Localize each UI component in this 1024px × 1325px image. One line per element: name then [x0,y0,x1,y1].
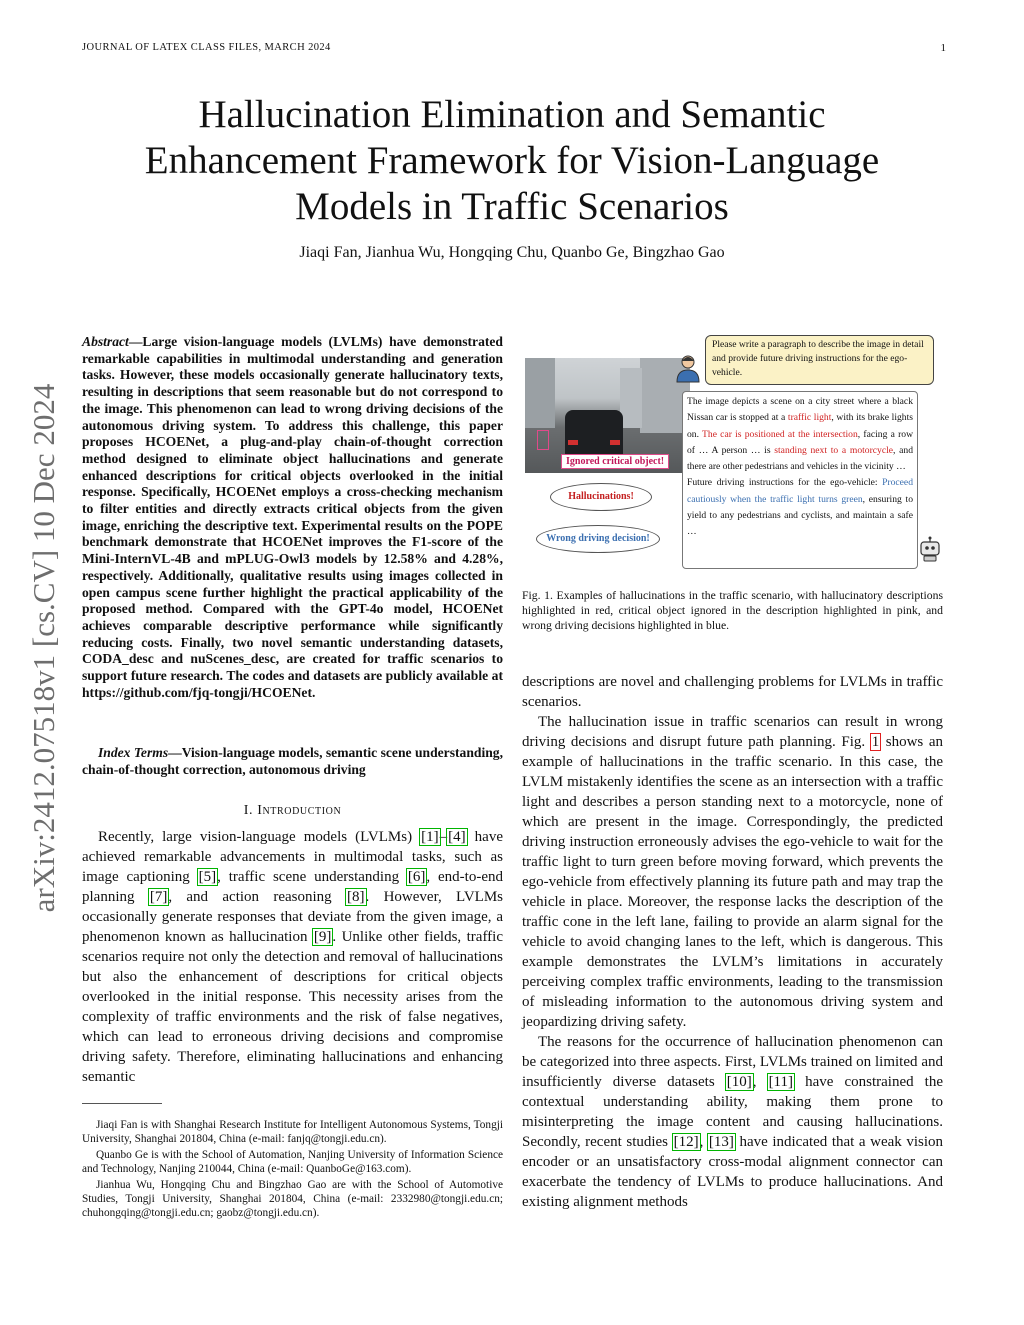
right-column-body [522,672,943,1212]
text-run: The image depicts a scene on a city street where a black Nissan car is stopped at a [687,396,913,424]
figure-1 [522,333,944,578]
hallucinated-text: traffic light [787,412,832,424]
citation-link[interactable]: [9] [313,929,332,945]
text-run: . Unlike other fields, traffic scenarios require not only the detection and removal of hallucinations but also the enhancement of descriptions for critical objects overlooked in the initial response. This necessity arises from the complexity of traffic environments and the risk of false negatives, which can lead to erroneous driving decisions and compromise driving safety. Therefore, eliminating hallucinations and enhancing semantic [82,929,503,1085]
figure-link[interactable]: 1 [871,734,880,750]
arxiv-id: arXiv:2412.07518v1 [cs.CV] 10 Dec 2024 [26,383,61,913]
text-run: . However, LVLMs occasionally generate responses that deviate from the given image, a phenomenon known as hallucination [82,889,503,945]
citation-link[interactable]: [10] [726,1074,752,1090]
index-terms-text: —Vision-language models, semantic scene understanding, chain-of-thought correction, autonomous driving [82,745,503,777]
hallucinated-text: standing next to a motorcycle [774,444,894,456]
abstract-label: Abstract [82,334,129,349]
robot-icon [918,536,942,562]
footnote: Quanbo Ge is with the School of Automation, Nanjing University of Information Science and Technology, Nanjing 210044, China (e-mail: QuanboGe@163.com). [82,1149,503,1175]
citation-link[interactable]: [4] [448,829,466,845]
citation-link[interactable]: [11] [768,1074,793,1090]
user-prompt-bubble: Please write a paragraph to describe the image in detail and provide future driving instructions for the ego-vehicle. [705,335,934,385]
text-run: – [439,829,448,845]
citation-link[interactable]: [1] [421,829,439,845]
text-run: , facing a row of … A person … is [687,428,913,456]
section-number: I. [243,803,254,818]
text-run: The reasons for the occurrence of hallucination phenomenon can be categorized into three aspects. First, LVLMs trained on limited and insufficiently diverse datasets [522,1034,943,1090]
author-list: Jiaqi Fan, Jianhua Wu, Hongqing Chu, Quanbo Ge, Bingzhao Gao [299,244,725,261]
citation-link[interactable]: [7] [149,889,168,905]
text-run: The hallucination issue in traffic scenarios can result in wrong driving decisions and disrupt future path planning. Fig. [522,714,943,750]
text-run: , and there are other pedestrians and vehicles in the vicinity … [687,444,913,473]
page-number: 1 [940,42,946,54]
text-run: Future driving instructions for the ego-vehicle: [687,477,883,489]
footnote-rule [82,1103,162,1104]
paragraph: descriptions are novel and challenging problems for LVLMs in traffic scenarios. [522,674,943,710]
traffic-cone-box [537,430,549,450]
footnotes [82,1118,503,1222]
citation-link[interactable]: [6] [407,869,426,885]
paragraph [522,712,943,1032]
text-run: have achieved remarkable advancements in multimodal tasks, such as image captioning [82,829,503,885]
abstract-text: —Large vision-language models (LVLMs) have demonstrated remarkable capabilities in multimodal understanding and generation tasks. However, these models occasionally generate hallucinatory texts, resulting in descriptions that seem reasonable but do not correspond to the image. This phenomenon can lead to wrong driving decisions of the autonomous driving system. To address this challenge, this paper proposes HCOENet, a plug-and-play chain-of-thought correction method designed to eliminate object hallucinations and generate enhanced descriptions for critical objects overlooked in the initial response. Specifically, HCOENet employs a cross-checking mechanism to filter entities and directly extracts critical objects from the given image, enriching the descriptive text. Experimental results on the POPE benchmark demonstrate that HCOENet improves the F1-score of the Mini-InternVL-4B and mPLUG-Owl3 models by 12.58% and 4.28%, respectively. Additionally, qualitative results using images collected in open campus scene further highlight the practical applicability of the proposed method. Compared with the GPT-4o model, HCOENet achieves comparable descriptive performance while significantly reducing costs. Finally, two novel semantic understanding datasets, CODA_desc and nuScenes_desc, are created for traffic scenarios to support future research. The codes and datasets are publicly available at https://github.com/fjq-tongji/HCOENet. [82,334,503,700]
text-run: Recently, large vision-language models (LVLMs) [98,829,421,845]
model-answer-box [682,391,918,569]
black-car [565,410,623,460]
hallucinated-text: The car is positioned at the intersection [702,428,858,440]
index-terms [82,745,503,778]
text-run: , and action reasoning [168,889,347,905]
wrong-decision-text: Proceed cautiously when the traffic light turns green [687,477,913,505]
paper-title: Hallucination Elimination and Semantic Enhancement Framework for Vision-Language Models in Traffic Scenarios [144,93,880,228]
hallucination-cloud: Hallucinations! [550,483,652,511]
text-run: shows an example of hallucinations in the traffic scenario. In this case, the LVLM mistakenly identifies the scene as an intersection with a traffic light and describes a person standing next to a motorcycle, none of which are present in the image. Correspondingly, the predicted driving instruction erroneously advises the ego-vehicle to wait for the traffic light to turn green before moving forward, which prevents the ego-vehicle from effectively planning its future path and may trap the vehicle in place. Moreover, the response lacks the description of the traffic cone in the left lane, failing to provide an alarm signal for the vehicle to avoid changing lanes to the left, which is dangerous. This example demonstrates the LVLM’s limitations in accurately perceiving complex traffic environments, leading to the transmission of misleading information to the autonomous driving system and jeopardizing driving safety. [522,734,943,1030]
text-run: , traffic scene understanding [217,869,407,885]
text-run: , with its brake lights on. [687,412,913,440]
text-run: , [699,1134,708,1150]
section-heading [82,803,503,819]
citation-link[interactable]: [13] [708,1134,734,1150]
citation-link[interactable]: [8] [347,889,365,905]
arxiv-stamp [14,348,74,948]
citation-link[interactable]: [12] [673,1134,699,1150]
paragraph [522,1032,943,1212]
section-title: Introduction [257,803,342,818]
figure-caption: Fig. 1. Examples of hallucinations in the traffic scenario, with hallucinatory descriptions highlighted in red, critical object ignored in the description highlighted in pink, and wrong driving decisions highlighted in blue. [522,589,943,632]
text-run: , end-to-end planning [82,869,503,905]
footnote: Jianhua Wu, Hongqing Chu and Bingzhao Gao are with the School of Automotive Studies, Tongji University, Shanghai 201804, China (e-mail: 2332980@tongji.edu.cn; chuhongqing@tongji.edu.cn; gaobz@tongji.edu.cn). [82,1179,503,1219]
running-header: JOURNAL OF LATEX CLASS FILES, MARCH 2024 [82,42,331,53]
text-run: have constrained the contextual understanding ability, making them prone to misinterpreting the image content and causing hallucinations. Secondly, recent studies [522,1074,944,1150]
text-run: have indicated that a weak vision encoder or an unsatisfactory cross-modal alignment connector can exacerbate the tendency of LVLMs to produce hallucinations. And existing alignment methods [522,1134,943,1210]
abstract [82,334,503,701]
footnote: Jiaqi Fan is with Shanghai Research Institute for Intelligent Autonomous Systems, Tongji University, Shanghai 201804, China (e-mail: fanjq@tongji.edu.cn). [82,1119,503,1145]
ignored-object-tag: Ignored critical object! [561,454,669,469]
intro-paragraph [82,827,503,1087]
citation-link[interactable]: [5] [198,869,217,885]
user-icon [674,353,702,383]
text-run: , [752,1074,768,1090]
wrong-decision-cloud: Wrong driving decision! [536,525,660,553]
text-run: , ensuring to yield to any pedestrians and cyclists, and maintain a safe … [687,493,913,538]
index-terms-label: Index Terms [98,745,169,760]
